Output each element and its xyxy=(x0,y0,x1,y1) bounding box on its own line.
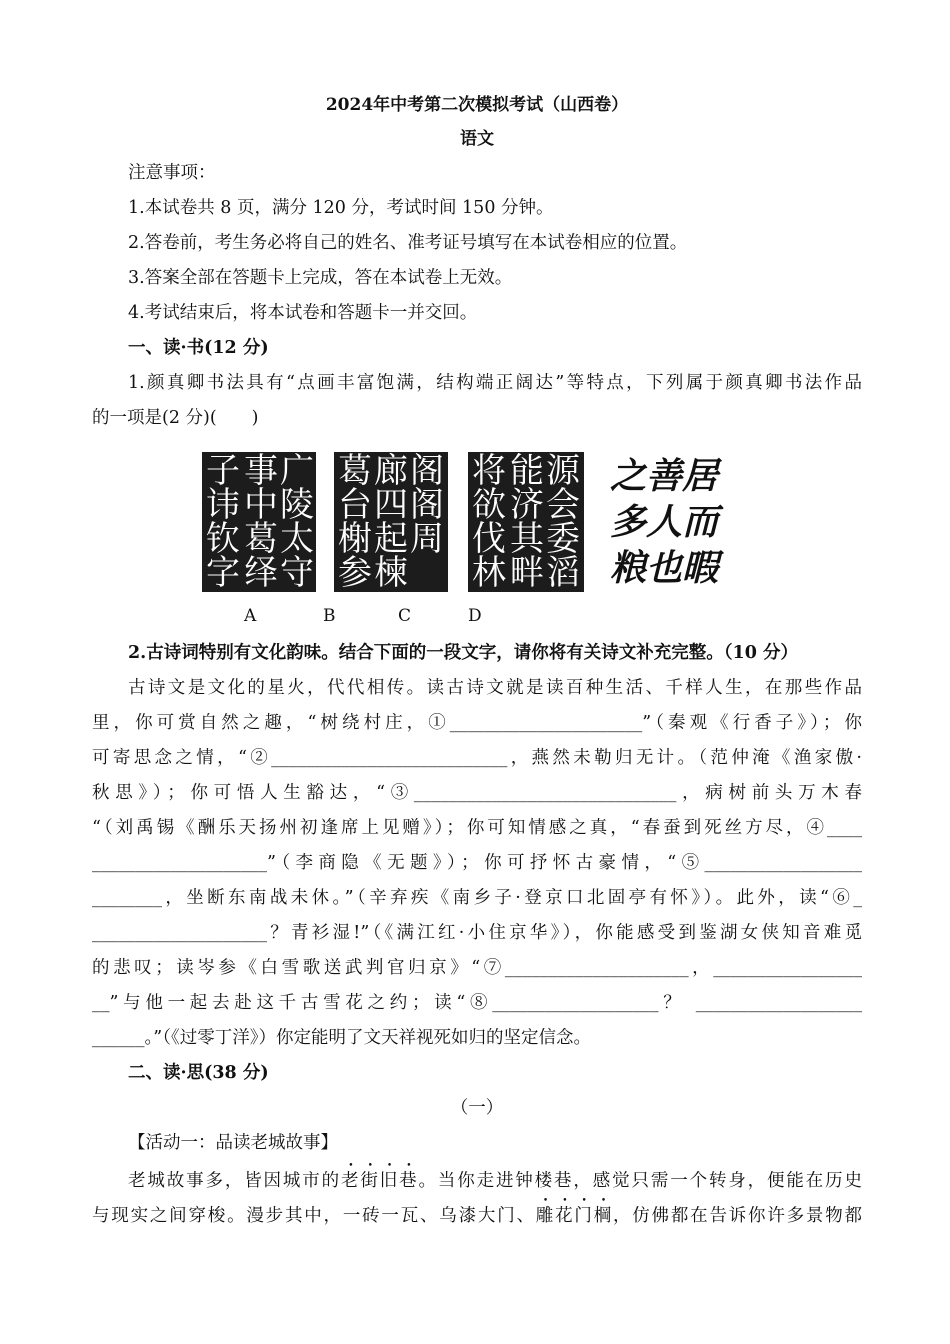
option-c: C xyxy=(398,606,412,626)
option-b: B xyxy=(323,606,336,626)
q2-line: ____________________？青衫湿!”（《满江红·小住京华》），你能感受到鉴湖女侠知音难觅 xyxy=(92,923,862,943)
q2-line: ________，坐断东南战未休。”（辛弃疾《南乡子·登京口北固亭有怀》）。此外，读“⑥_ xyxy=(92,888,862,908)
q2-line: 的悲叹；读岑参《白雪歌送武判官归京》“⑦_____________________，_________________ xyxy=(92,958,862,978)
notice-item: 1.本试卷共 8 页，满分 120 分，考试时间 150 分钟。 xyxy=(128,198,554,218)
part-label: （一） xyxy=(450,1098,504,1118)
notice-heading: 注意事项： xyxy=(128,163,216,183)
option-d: D xyxy=(468,606,482,626)
q2-line: ______。”（《过零丁洋》）你定能明了文天祥视死如归的坚定信念。 xyxy=(92,1028,591,1048)
passage-line: 与现实之间穿梭。漫步其中，一砖一瓦、乌漆大门、雕花门棡，仿佛都在告诉你许多景物都 xyxy=(92,1206,863,1226)
subject-title: 语文 xyxy=(460,129,494,149)
notice-item: 3.答案全部在答题卡上完成，答在本试卷上无效。 xyxy=(128,268,513,288)
calligraphy-b: 阁 廊 葛 阁 四 台 周 起 榭 楝 参 xyxy=(334,452,448,592)
q2-line: “（刘禹锡《酬乐天扬州初逢席上见赠》）；你可知情感之真，“春蚕到死丝方尽，④____ xyxy=(92,818,862,838)
calligraphy-a: 广 事 陵 中 太 葛 守 绎 子 讳 钦 字 xyxy=(202,452,316,592)
calligraphy-d: 居 之 善 而 人 多 暇 也 粮 xyxy=(602,452,720,592)
notice-item: 4.考试结束后，将本试卷和答题卡一并交回。 xyxy=(128,303,478,323)
section2-heading: 二、读·思(38 分) xyxy=(128,1063,269,1083)
q2-line: ____________________”（李商隐《无题》）；你可抒怀古豪情，“⑤__________________ xyxy=(92,853,862,873)
notice-item: 2.答卷前，考生务必将自己的姓名、准考证号填写在本试卷相应的位置。 xyxy=(128,233,688,253)
option-labels xyxy=(92,606,862,636)
calligraphy-images xyxy=(92,446,862,606)
q2-line: 可寄思念之情，“②___________________________，燕然未勒归无计。（范仲淹《渔家傲· xyxy=(92,748,862,768)
exam-page xyxy=(92,88,862,1231)
q2-line: 秋思》）；你可悟人生豁达，“③______________________________，病树前头万木春 xyxy=(92,783,862,803)
emphasis-dots: 雕花门棡 xyxy=(535,1206,613,1226)
q1-text: 的一项是(2 分)( ) xyxy=(92,408,259,428)
section1-heading: 一、读·书(12 分) xyxy=(128,338,269,358)
option-a: A xyxy=(244,606,257,626)
q2-heading: 2.古诗词特别有文化韵味。结合下面的一段文字，请你将有关诗文补充完整。（10 分） xyxy=(128,643,798,663)
exam-title: 2024年中考第二次模拟考试（山西卷） xyxy=(325,95,629,115)
q2-line: 里，你可赏自然之趣，“树绕村庄，①______________________”（秦观《行香子》）；你 xyxy=(92,713,862,733)
emphasis-dots: 老街旧巷 xyxy=(341,1171,419,1191)
q2-line: 古诗文是文化的星火，代代相传。读古诗文就是读百种生活、千样人生，在那些作品 xyxy=(128,678,862,698)
passage-line: 老城故事多，皆因城市的老街旧巷。当你走进钟楼巷，感觉只需一个转身，便能在历史 xyxy=(128,1171,863,1191)
calligraphy-c: 源 能 将 会 济 欲 委 其 伐 滔 畔 林 xyxy=(468,452,584,592)
q2-line: __”与他一起去赴这千古雪花之约；读“⑧___________________？ ___________________ xyxy=(92,993,862,1013)
activity-heading: 【活动一：品读老城故事】 xyxy=(128,1133,338,1153)
q1-text: 1.颜真卿书法具有“点画丰富饱满，结构端正阔达”等特点，下列属于颜真卿书法作品 xyxy=(128,373,862,393)
